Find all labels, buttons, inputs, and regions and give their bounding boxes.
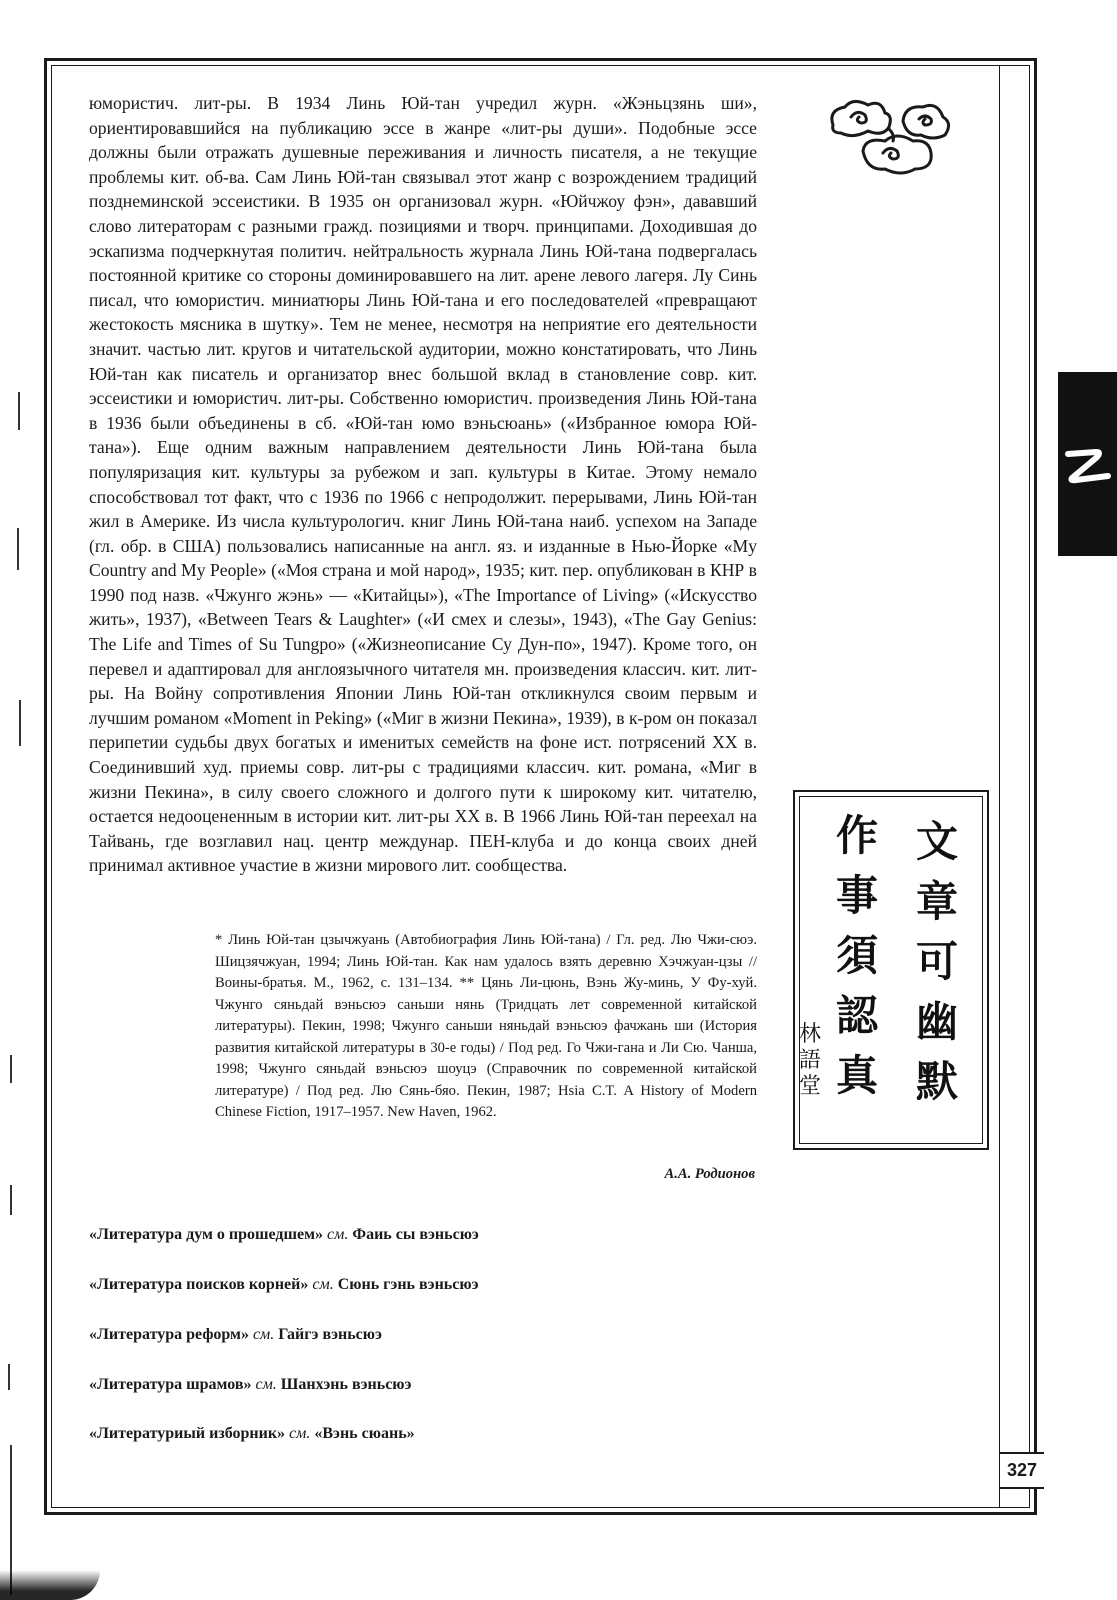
signature-char: 語: [798, 1048, 821, 1073]
calligraphy-yi-glyph-icon: [1062, 446, 1114, 486]
cross-reference-entry[interactable]: [89, 1226, 479, 1244]
xref-term: «Литература дум о прошедшем»: [89, 1226, 324, 1243]
xref-term: «Литература шрамов»: [89, 1376, 252, 1393]
scan-artifact: [19, 700, 21, 746]
bibliography-footnote: [215, 930, 757, 1124]
calligraphy-column-right: [912, 812, 962, 1112]
xref-target[interactable]: Фаиь сы вэньсюэ: [352, 1226, 479, 1243]
xref-see: см.: [312, 1276, 334, 1293]
calligraphy-char: 文: [915, 817, 958, 866]
scan-artifact: [18, 392, 20, 430]
calligraphy-char: 認: [835, 991, 878, 1040]
scan-shadow: [0, 1570, 100, 1600]
calligraphy-char: 可: [915, 937, 958, 986]
calligraphy-char: 須: [835, 931, 878, 980]
calligraphy-char: 真: [835, 1051, 878, 1100]
signature-char: 林: [798, 1022, 821, 1047]
cross-reference-entry[interactable]: [89, 1326, 382, 1344]
cloud-scroll-ornament-icon: [823, 95, 963, 195]
calligraphy-scroll: [793, 790, 989, 1150]
xref-term: «Литературиый изборник»: [89, 1425, 286, 1442]
signature-char: 堂: [798, 1074, 821, 1099]
article-body: [89, 91, 757, 878]
calligraphy-char: 事: [835, 871, 878, 920]
calligraphy-char: 幽: [915, 997, 958, 1046]
calligraphy-char: 章: [915, 877, 958, 926]
xref-target[interactable]: Гайгэ вэньсюэ: [278, 1326, 382, 1343]
xref-see: см.: [327, 1226, 349, 1243]
xref-target[interactable]: «Вэнь сюань»: [314, 1425, 415, 1442]
calligraphy-char: 作: [835, 811, 878, 860]
scan-artifact: [8, 1364, 10, 1390]
footnote-text: * Линь Юй-тан цзычжуань (Автобиография Линь Юй-тана) / Гл. ред. Лю Чжи-сюэ. Шицзячжуан, 1994; Линь Юй-тан. Как нам удалось взять деревню Хэчжуан-цзы // Воины-братья. М., 1962, с. 131–134. ** Цянь Ли-цюнь, Вэнь Жу-минь, У Фу-хуй. Чжунго сяньдай вэньсюэ саньши нянь (Тридцать лет современной китайской литературы). Пекин, 1998; Чжунго саньши няньдай вэньсюэ фачжань ши (История развития китайской литературы в 30-е годы) / Под ред. Го Чжи-гана и Ли Сю. Чанша, 1998; Чжунго сяньдай вэньсюэ шоуцэ (Справочник по современной китайской литературе) / Под ред. Лю Сянь-бяо. Пекин, 1987; Hsia C.T. A History of Modern Chinese Fiction, 1917–1957. New Haven, 1962.: [215, 932, 757, 1120]
xref-see: см.: [252, 1326, 275, 1343]
body-paragraph: юмористич. лит-ры. В 1934 Линь Юй-тан учредил журн. «Жэньцзянь ши», ориентировавшийся на публикацию эссе в жанре «лит-ры души». Подобные эссе должны были отражать душевные переживания и личность писателя, а не текущие проблемы кит. об-ва. Сам Линь Юй-тан связывал этот жанр с возрождением традиций позднеминской эссеистики. В 1935 он организовал журн. «Юйчжоу фэн», дававший слово литераторам с разными гражд. позициями и творч. принципами. Доходившая до эскапизма подчеркнутая политич. нейтральность журнала Линь Юй-тана подвергалась постоянной критике со стороны доминировавшего на лит. арене левого лагеря. Лу Синь писал, что юмористич. миниатюры Линь Юй-тана и его последователей «превращают жестокость мясника в шутку». Тем не менее, несмотря на неприятие его деятельности значит. частью лит. кругов и читательской аудитории, можно констатировать, что Линь Юй-тан как писатель и организатор внес большой вклад в становление совр. кит. эссеистики и юмористич. лит-ры. Собственно юмористич. произведения Линь Юй-тана в 1936 были объединены в сб. «Юй-тан юмо вэньсюань» («Избранное юмора Юй-тана»). Еще одним важным направлением деятельности Линь Юй-тана была популяризация кит. культуры за рубежом и зап. культуры в Китае. Этому немало способствовал тот факт, что с 1936 по 1966 с непродолжит. перерывами, Линь Юй-тан жил в Америке. Из числа культурологич. книг Линь Юй-тана наиб. успехом на Западе (гл. обр. в США) пользовались написанные на англ. яз. и изданные в Нью-Йорке «My Country and My People» («Моя страна и мой народ», 1935; кит. пер. опубликован в КНР в 1990 под назв. «Чжунго жэнь» — «Китайцы»), «The Importance of Living» («Искусство жить», 1937), «Between Tears & Laughter» («И смех и слезы», 1943), «The Gay Genius: The Life and Times of Su Tungpo» («Жизнеописание Су Дун-по», 1947). Кроме того, он перевел и адаптировал для англоязычного читателя мн. произведения классич. кит. лит-ры. На Войну сопротивления Японии Линь Юй-тан откликнулся своим первым и лучшим романом «Moment in Peking» («Миг в жизни Пекина», 1939), в к-ром он показал перипетии судьбы двух богатых и именитых семейств на фоне ист. потрясений XX в. Соединивший худ. приемы совр. лит-ры с традициями классич. кит. романа, «Миг в жизни Пекина», в силу своего сложного и долгого пути к широкому кит. читателю, остается недооцененным в истории кит. лит-ры XX в. В 1966 Линь Юй-тан переехал на Тайвань, где возглавил нац. центр междунар. ПЕН-клуба и до конца своих дней принимал активное участие в жизни мирового лит. сообщества.: [89, 93, 757, 876]
section-thumb-tab: [1058, 372, 1117, 556]
scan-artifact: [10, 1055, 12, 1083]
calligraphy-signature: [795, 1022, 825, 1100]
xref-target[interactable]: Шанхэнь вэньсюэ: [280, 1376, 412, 1393]
xref-target[interactable]: Сюнь гэнь вэньсюэ: [337, 1276, 479, 1293]
xref-term: «Литература реформ»: [89, 1326, 249, 1343]
xref-see: см.: [255, 1376, 277, 1393]
cross-reference-entry[interactable]: [89, 1376, 411, 1394]
xref-term: «Литература поисков корней»: [89, 1276, 309, 1293]
calligraphy-char: 默: [915, 1057, 958, 1106]
margin-rule: [999, 65, 1000, 1508]
xref-see: см.: [289, 1425, 311, 1442]
page-number: 327: [1000, 1452, 1044, 1489]
article-author: А.А. Родионов: [664, 1166, 755, 1182]
cross-reference-entry[interactable]: [89, 1276, 478, 1294]
calligraphy-column-left: [832, 806, 882, 1106]
scan-artifact: [10, 1185, 12, 1215]
scan-artifact: [17, 528, 19, 570]
cross-reference-entry[interactable]: [89, 1425, 415, 1443]
